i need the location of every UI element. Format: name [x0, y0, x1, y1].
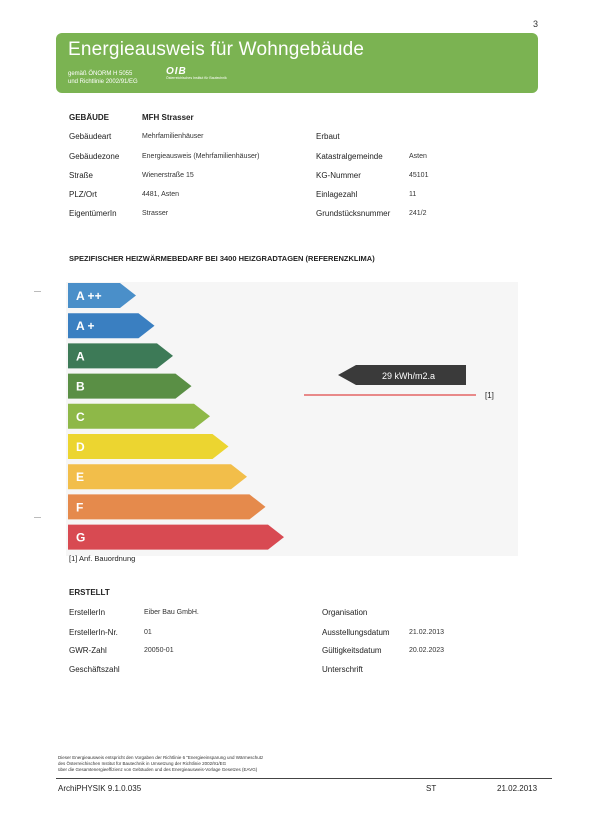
disclaimer-line-1: Dieser Energieausweis entspricht den Vorgaben der Richtlinie 6 "Energieeinsparung und Wärmeschutz [58, 755, 264, 760]
gwr-number-label: GWR-Zahl [69, 646, 107, 655]
energy-class-bar-shape [68, 464, 247, 489]
building-heading-label: GEBÄUDE [69, 113, 110, 122]
energy-class-bar [68, 464, 247, 489]
creator-number-value: 01 [144, 629, 152, 636]
building-zone-label: Gebäudezone [69, 152, 120, 161]
kg-number-value: 45101 [409, 172, 429, 179]
deposit-number-value: 11 [409, 191, 417, 198]
issue-date-value: 21.02.2013 [409, 629, 445, 636]
gwr-number-value: 20050-01 [144, 647, 174, 654]
energy-class-label: G [76, 530, 86, 545]
energy-class-bar [68, 494, 266, 519]
energy-class-bar [68, 313, 155, 338]
page-number: 3 [533, 19, 539, 29]
energy-class-label: E [76, 470, 85, 485]
disclaimer-line-2: des Österreichischen Institut für Bautechnik in Umsetzung der Richtlinie 2002/91/EG [58, 761, 227, 766]
year-built-label: Erbaut [316, 132, 340, 141]
building-type-value: Mehrfamilienhäuser [142, 133, 204, 140]
street-value: Wienerstraße 15 [142, 172, 194, 179]
street-label: Straße [69, 171, 94, 180]
postcode-city-value: 4481, Asten [142, 191, 179, 198]
footer-date: 21.02.2013 [497, 784, 538, 793]
energy-class-chart-svg [66, 282, 518, 556]
legal-disclaimer [58, 755, 478, 773]
energy-class-bar [68, 374, 192, 399]
energy-class-bar-shape [68, 374, 192, 399]
energy-class-bar [68, 404, 210, 429]
energy-efficiency-chart [66, 282, 518, 556]
owner-value: Strasser [142, 210, 169, 217]
heating-demand-section-title: SPEZIFISCHER HEIZWÄRMEBEDARF BEI 3400 HEIZGRADTAGEN (REFERENZKLIMA) [69, 254, 375, 263]
creator-label: ErstellerIn [69, 608, 106, 617]
cadastral-community-label: Katastralgemeinde [316, 152, 383, 161]
building-name: MFH Strasser [142, 113, 194, 122]
energy-class-bar [68, 434, 229, 459]
plot-number-label: Grundstücksnummer [316, 209, 391, 218]
energy-class-label: A + [76, 319, 95, 334]
energy-class-bar [68, 343, 173, 368]
signature-label: Unterschrift [322, 665, 363, 674]
plot-number-value: 241/2 [409, 210, 427, 217]
postcode-city-label: PLZ/Ort [69, 190, 98, 199]
disclaimer-line-3: über die Gesamtenergieeffizienz von Gebäuden und des Energieausweis-Vorlage Gesetzes (EAVG) [58, 767, 258, 772]
certificate-header-banner [56, 33, 538, 93]
building-type-label: Gebäudeart [69, 132, 112, 141]
creator-number-label: ErstellerIn-Nr. [69, 628, 118, 637]
norm-reference [68, 70, 138, 86]
norm-line-1: gemäß ÖNORM H 5055 [68, 71, 133, 77]
punch-mark [34, 517, 41, 518]
software-version: ArchiPHYSIK 9.1.0.035 [58, 784, 142, 793]
organisation-label: Organisation [322, 608, 368, 617]
energy-class-label: F [76, 500, 84, 515]
valid-until-label: Gültigkeitsdatum [322, 646, 382, 655]
file-number-label: Geschäftszahl [69, 665, 120, 674]
energy-class-label: C [76, 409, 85, 424]
energy-class-label: B [76, 379, 85, 394]
building-zone-value: Energieausweis (Mehrfamilienhäuser) [142, 153, 260, 160]
created-heading: ERSTELLT [69, 588, 110, 597]
kg-number-label: KG-Nummer [316, 171, 361, 180]
energy-class-bar-shape [68, 494, 266, 519]
punch-mark [34, 291, 41, 292]
energy-class-label: D [76, 440, 85, 454]
cadastral-community-value: Asten [409, 153, 427, 160]
indicator-value-label: 29 kWh/m2.a [382, 371, 436, 381]
oib-logo [166, 66, 227, 80]
oib-logo-subtitle: Österreichisches Institut für Bautechnik [166, 76, 227, 80]
chart-legend-note: [1] Anf. Bauordnung [69, 554, 136, 563]
deposit-number-label: Einlagezahl [316, 190, 358, 199]
energy-class-bar-shape [68, 434, 229, 459]
valid-until-value: 20.02.2023 [409, 647, 445, 654]
requirement-marker-label: [1] [485, 391, 494, 400]
footer-code: ST [426, 784, 437, 793]
footer-divider [56, 778, 552, 779]
heating-demand-indicator [338, 365, 466, 385]
energy-class-label: A [76, 349, 85, 364]
certificate-title: Energieausweis für Wohngebäude [68, 39, 365, 60]
energy-class-bar-shape [68, 525, 284, 550]
oib-logo-mark: OIB [166, 66, 187, 77]
energy-class-label: A ++ [76, 289, 102, 303]
norm-line-2: und Richtlinie 2002/91/EG [68, 79, 138, 85]
owner-label: EigentümerIn [69, 209, 117, 218]
creator-value: Eiber Bau GmbH. [144, 609, 199, 616]
issue-date-label: Ausstellungsdatum [322, 628, 390, 637]
energy-class-bar [68, 525, 284, 550]
energy-class-bar-shape [68, 404, 210, 429]
